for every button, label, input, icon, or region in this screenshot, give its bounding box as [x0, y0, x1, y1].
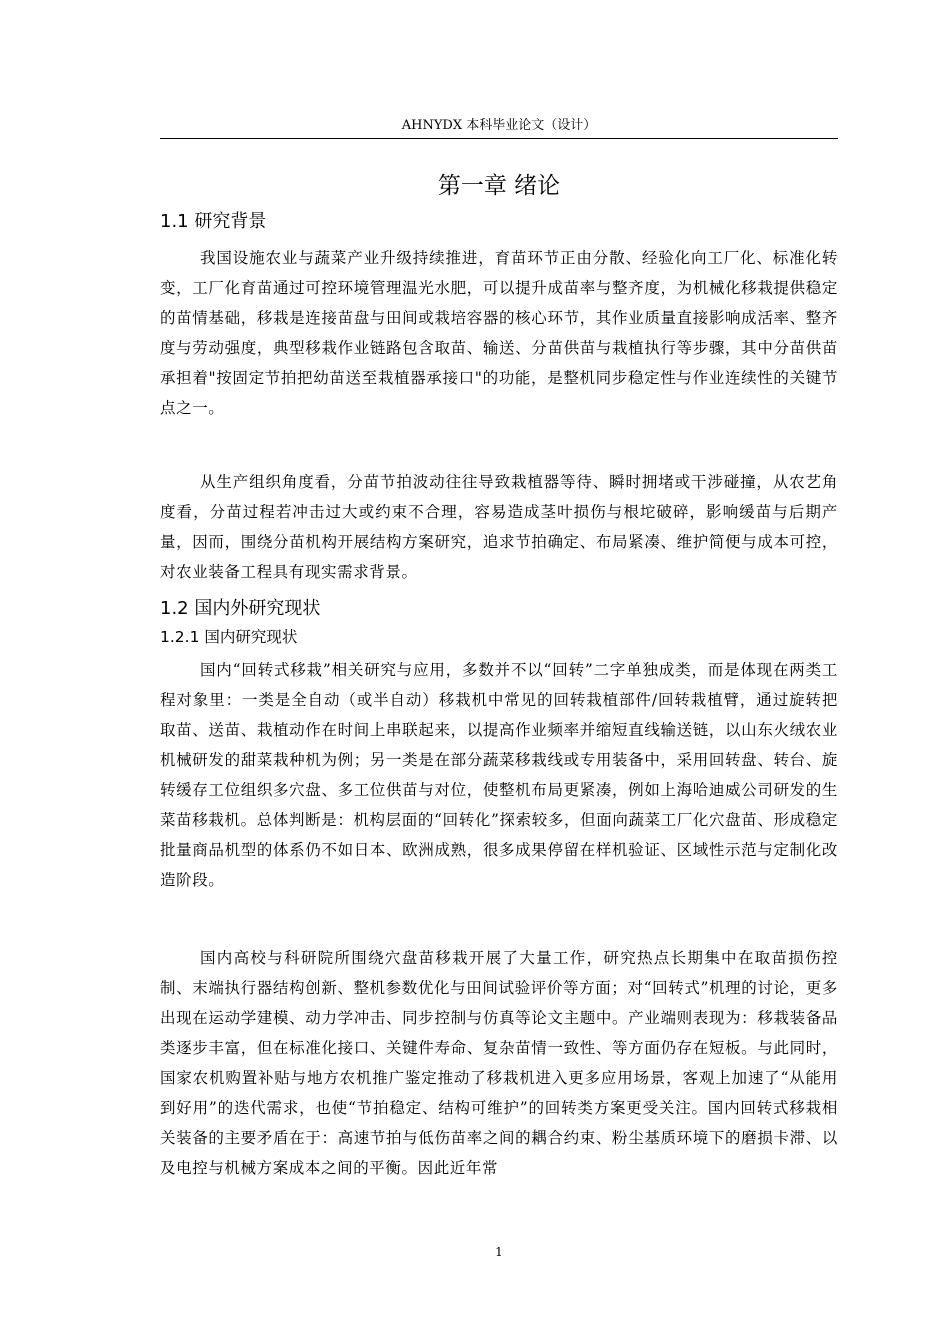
- paragraph-1-2-1-b: 国内高校与科研院所围绕穴盘苗移栽开展了大量工作，研究热点长期集中在取苗损伤控制、末端执行器结构创新、整机参数优化与田间试验评价等方面；对“回转式”机理的讨论，更多出现在运动学建模、动力学冲击、同步控制与仿真等论文主题中。产业端则表现为：移栽装备品类逐步丰富，但在标准化接口、关键件寿命、复杂苗情一致性、等方面仍存在短板。与此同时，国家农机购置补贴与地方农机推广鉴定推动了移栽机进入更多应用场景，客观上加速了“从能用到好用”的迭代需求，也使“节拍稳定、结构可维护”的回转类方案更受关注。国内回转式移栽相关装备的主要矛盾在于：高速节拍与低伤苗率之间的耦合约束、粉尘基质环境下的磨损卡滞、以及电控与机械方案成本之间的平衡。因此近年常: [160, 949, 838, 1177]
- header-rule: [160, 138, 838, 139]
- section-heading-1-1: 1.1 研究背景: [160, 211, 267, 232]
- section-heading-1-2-1: 1.2.1 国内研究现状: [160, 628, 298, 646]
- page-number: 1: [495, 1245, 503, 1259]
- chapter-title: 第一章 绪论: [437, 173, 561, 199]
- paragraph-1-1-a: 我国设施农业与蔬菜产业升级持续推进，育苗环节正由分散、经验化向工厂化、标准化转变，工厂化育苗通过可控环境管理温光水肥，可以提升成苗率与整齐度，为机械化移栽提供稳定的苗情基础，移栽是连接苗盘与田间或栽培容器的核心环节，其作业质量直接影响成活率、整齐度与劳动强度，典型移栽作业链路包含取苗、输送、分苗供苗与栽植执行等步骤，其中分苗供苗承担着"按固定节拍把幼苗送至栽植器承接口"的功能，是整机同步稳定性与作业连续性的关键节点之一。: [160, 249, 838, 417]
- paragraph-1-2-1-a: 国内“回转式移栽”相关研究与应用，多数并不以“回转”二字单独成类，而是体现在两类工程对象里：一类是全自动（或半自动）移栽机中常见的回转栽植部件/回转栽植臂，通过旋转把取苗、送苗、栽植动作在时间上串联起来，以提高作业频率并缩短直线输送链，以山东火绒农业机械研发的甜菜栽种机为例；另一类是在部分蔬菜移栽线或专用装备中，采用回转盘、转台、旋转缓存工位组织多穴盘、多工位供苗与对位，使整机布局更紧凑，例如上海哈迪威公司研发的生菜苗移栽机。总体判断是：机构层面的“回转化”探索较多，但面向蔬菜工厂化穴盘苗、形成稳定批量商品机型的体系仍不如日本、欧洲成熟，很多成果停留在样机验证、区域性示范与定制化改造阶段。: [160, 661, 838, 889]
- running-header: AHNYDX 本科毕业论文（设计）: [401, 118, 597, 133]
- paragraph-1-1-b: 从生产组织角度看，分苗节拍波动往往导致栽植器等待、瞬时拥堵或干涉碰撞，从农艺角度看，分苗过程若冲击过大或约束不合理，容易造成茎叶损伤与根坨破碎，影响缓苗与后期产量，因而，围绕分苗机构开展结构方案研究，追求节拍确定、布局紧凑、维护简便与成本可控，对农业装备工程具有现实需求背景。: [160, 473, 838, 581]
- section-heading-1-2: 1.2 国内外研究现状: [160, 598, 321, 619]
